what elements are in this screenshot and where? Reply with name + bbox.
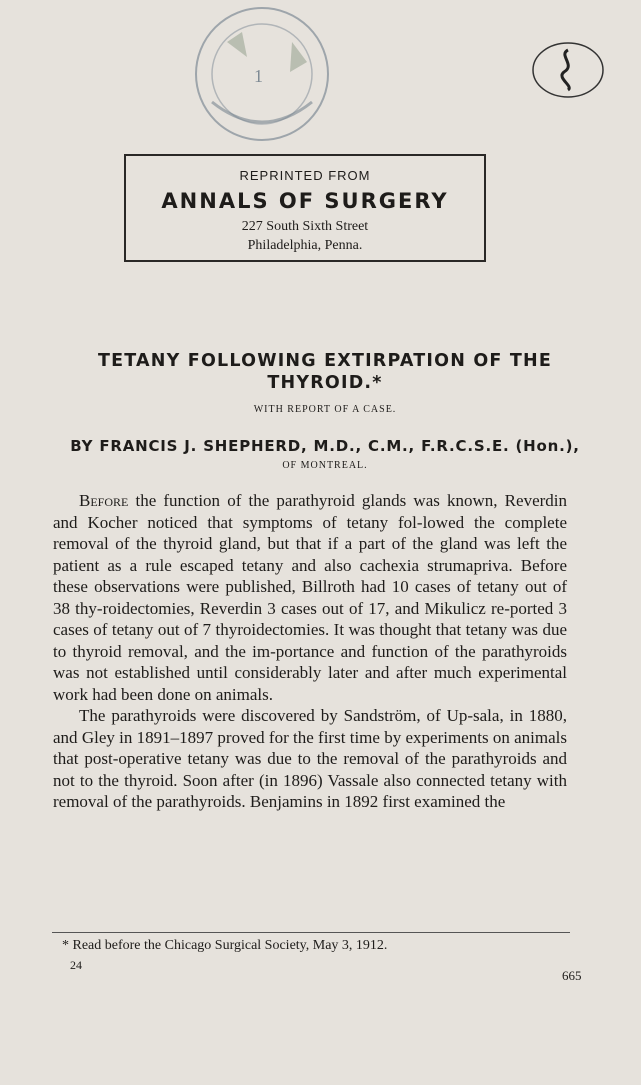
signature-mark: 24 [70,958,82,972]
footnote: * Read before the Chicago Surgical Society, May 3, 1912. [62,938,388,953]
page-number: 665 [562,968,582,983]
paragraph-1-lead: Before [79,491,129,510]
reprint-box [124,154,486,262]
paragraph-1-text: the function of the parathyroid glands was known, Reverdin and Kocher noticed that symptoms of tetany fol-lowed the complete removal of the thyroid gland, but that if a part of the gland was left the patient as a rule escaped tetany and also cachexia strumapriva. Before these observations were published, Billroth had 10 cases of tetany out of 38 thy-roidectomies, Reverdin 3 cases out of 17, and Mikulicz re-ported 3 cases of tetany out of 7 thyroidectomies. It was thought that tetany was due to thyroid removal, and the im-portance and function of the parathyroids was not established until considerably later and after much experimental work had been done on animals. [53,491,567,704]
publisher-address: 227 South Sixth Street [241,219,369,234]
stamp-digits: 1 [254,66,263,86]
author-line: BY FRANCIS J. SHEPHERD, M.D., C.M., F.R.C.S.E. (Hon.), [70,437,580,455]
reprint-label: REPRINTED FROM [239,168,371,183]
publisher-emblem [528,40,608,100]
journal-title: ANNALS OF SURGERY [161,189,449,213]
paragraph-1 [53,490,567,705]
footnote-rule [52,932,570,933]
article-subtitle: WITH REPORT OF A CASE. [253,404,397,415]
library-stamp [172,2,352,152]
publisher-city: Philadelphia, Penna. [247,238,363,253]
article-body [53,490,567,813]
paragraph-2: The parathyroids were discovered by Sandström, of Up-sala, in 1880, and Gley in 1891–1897 proved for the first time by experiments on animals that post-operative tetany was due to the removal of the parathyroids and not to the thyroid. Soon after (in 1896) Vassale also connected tetany with removal of the parathyroids. Benjamins in 1892 first examined the [53,706,567,811]
author-affiliation: OF MONTREAL. [282,460,368,471]
article-title: TETANY FOLLOWING EXTIRPATION OF THE THYROID.* [97,351,553,393]
